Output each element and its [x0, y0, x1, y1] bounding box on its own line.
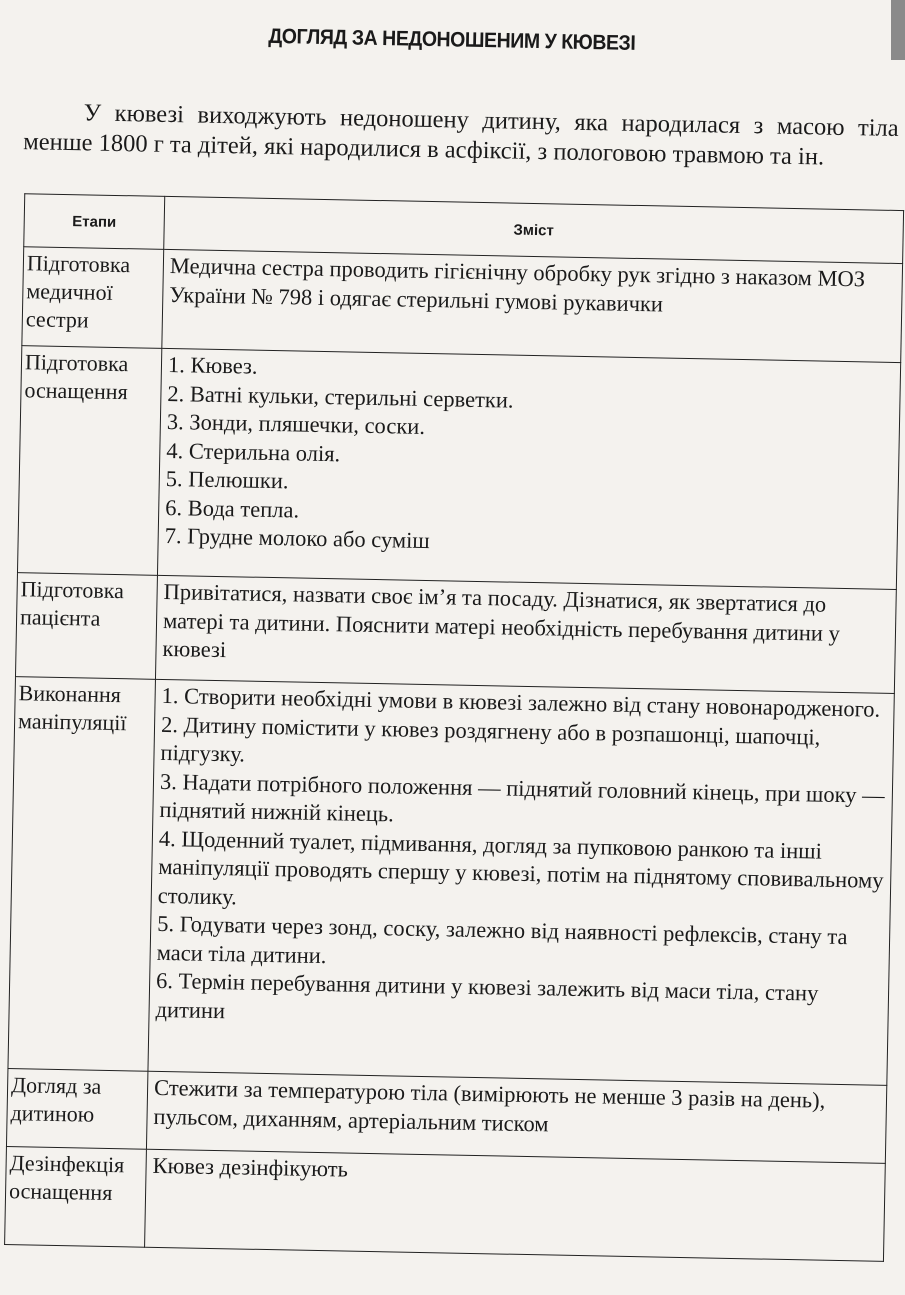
stage-cell: Виконання маніпуляції	[8, 677, 155, 1072]
intro-paragraph: У кювезі виходжують недоношену дитину, яка народилася з масою тіла менше 1800 г та дітей, які народилися в асфіксії, з пологовою травмою та ін.	[23, 98, 899, 171]
content-text: Кювез дезінфікують	[152, 1152, 349, 1182]
header-content: Зміст	[164, 196, 904, 263]
table-row	[22, 247, 903, 363]
content-text: Привітатися, назвати своє ім’я та посаду. Дізнатися, як звертатися до матері та дитини. Пояснити матері необхідність перебування дитини у кювезі	[162, 578, 841, 663]
list-item: 3. Надати потрібного положення — піднятий головний кінець, при шоку — піднятий нижній кінець.	[159, 768, 885, 827]
stage-cell: Підготовка оснащення	[17, 346, 161, 576]
list-item: 6. Термін перебування дитини у кювезі залежить від маси тіла, стану дитини	[155, 967, 819, 1023]
content-cell	[146, 1071, 886, 1163]
list-item: 2. Ватні кульки, стерильні серветки.	[167, 380, 514, 413]
list-item: 1. Створити необхідні умови в кювезі залежно від стану новонародженого.	[161, 682, 881, 722]
list-item: 3. Зонди, пляшечки, соски.	[166, 408, 426, 439]
list-item: 5. Годувати через зонд, соску, залежно від наявності рефлексів, стану та маси тіла дитини.	[156, 910, 848, 968]
page-title: ДОГЛЯД ЗА НЕДОНОШЕНИМ У КЮВЕЗІ	[268, 24, 636, 55]
content-cell	[162, 249, 903, 362]
stage-cell: Догляд за дитиною	[6, 1069, 147, 1150]
procedure-table	[4, 193, 904, 1262]
table-row	[15, 573, 896, 694]
list-item: 1. Кювез.	[167, 351, 258, 379]
content-cell	[145, 1149, 886, 1261]
list-item: 4. Щоденний туалет, підмивання, догляд за пупковою ранкою та інші маніпуляції проводять спершу у кювезі, потім на піднятому сповивальному столику.	[157, 825, 884, 909]
content-cell	[148, 679, 894, 1085]
content-cell	[155, 575, 896, 693]
stage-cell: Дезінфекція оснащення	[5, 1147, 147, 1248]
stage-cell: Підготовка пацієнта	[15, 573, 157, 680]
table-row	[17, 346, 900, 590]
table-row	[8, 677, 894, 1086]
list-item: 6. Вода тепла.	[165, 494, 300, 523]
content-cell	[157, 348, 900, 589]
list-item: 5. Пелюшки.	[165, 465, 289, 494]
list-item: 7. Грудне молоко або суміш	[164, 522, 430, 554]
content-text: Стежити за температурою тіла (вимірюють не менше 3 разів на день), пульсом, диханням, артеріальним тиском	[153, 1074, 826, 1136]
header-stages: Етапи	[24, 194, 165, 250]
stage-cell: Підготовка медичної сестри	[22, 247, 164, 349]
content-text: Медична сестра проводить гігієнічну обробку рук згідно з наказом МОЗ України № 798 і одягає стерильні гумові рукавички	[169, 253, 866, 316]
list-item: 4. Стерильна олія.	[166, 437, 341, 466]
list-item: 2. Дитину помістити у кювез роздягнену або в розпашонці, шапочці, підгузку.	[160, 711, 821, 767]
table-row	[5, 1147, 886, 1262]
page-edge-shadow	[891, 0, 905, 60]
